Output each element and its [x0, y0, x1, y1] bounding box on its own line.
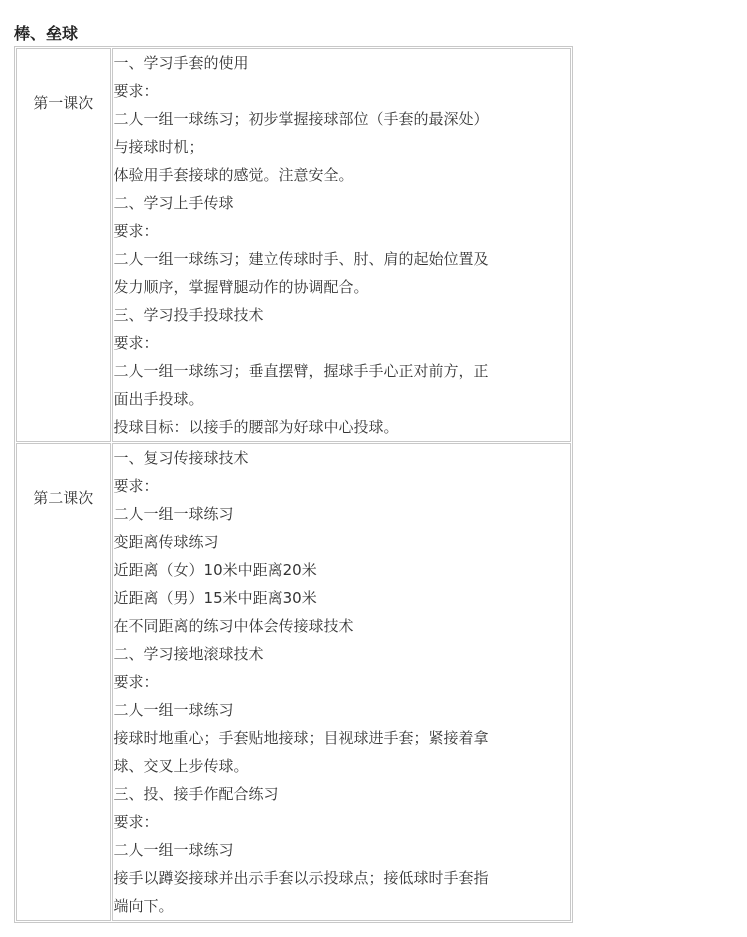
- lesson-2-line: 要求：: [113, 673, 159, 691]
- lesson-1-line: 二人一组一球练习；初步掌握接球部位（手套的最深处）: [113, 110, 489, 128]
- page-title: 棒、垒球: [14, 24, 79, 43]
- lesson-2-line: 近距离（女）10米中距离20米: [113, 561, 317, 579]
- lesson-2-line: 要求：: [113, 477, 159, 495]
- lesson-2-line: 接球时地重心；手套贴地接球；目视球进手套；紧接着拿: [113, 729, 489, 747]
- lesson-row-1: [16, 48, 571, 442]
- lesson-content-2: [112, 443, 571, 921]
- lesson-1-line: 要求：: [113, 222, 159, 240]
- lesson-2-line: 二人一组一球练习: [113, 505, 234, 523]
- lesson-2-line: 一、复习传接球技术: [113, 449, 249, 467]
- lesson-1-line: 二人一组一球练习；建立传球时手、肘、肩的起始位置及: [113, 250, 489, 268]
- lesson-2-line: 二人一组一球练习: [113, 701, 234, 719]
- lesson-1-line: 与接球时机；: [113, 138, 204, 156]
- lesson-2-line: 在不同距离的练习中体会传接球技术: [113, 617, 354, 635]
- lesson-content-1: [112, 48, 571, 442]
- lesson-2-line: 三、投、接手作配合练习: [113, 785, 279, 803]
- lesson-2-line: 二人一组一球练习: [113, 841, 234, 859]
- lesson-label-2: 第二课次: [16, 443, 111, 921]
- lesson-1-line: 投球目标：以接手的腰部为好球中心投球。: [113, 418, 399, 436]
- lesson-2-line: 变距离传球练习: [113, 533, 219, 551]
- lesson-1-line: 要求：: [113, 334, 159, 352]
- lesson-2-line: 近距离（男）15米中距离30米: [113, 589, 317, 607]
- lesson-1-line: 二、学习上手传球: [113, 194, 234, 212]
- lesson-table: [14, 46, 573, 923]
- lesson-2-line: 球、交叉上步传球。: [113, 757, 249, 775]
- lesson-2-line: 要求：: [113, 813, 159, 831]
- lesson-1-line: 三、学习投手投球技术: [113, 306, 264, 324]
- lesson-label-1: 第一课次: [16, 48, 111, 442]
- lesson-1-line: 要求：: [113, 82, 159, 100]
- lesson-1-line: 面出手投球。: [113, 390, 204, 408]
- lesson-1-line: 一、学习手套的使用: [113, 54, 249, 72]
- lesson-1-line: 发力顺序，掌握臂腿动作的协调配合。: [113, 278, 369, 296]
- lesson-row-2: [16, 443, 571, 921]
- lesson-2-line: 二、学习接地滚球技术: [113, 645, 264, 663]
- lesson-2-line: 端向下。: [113, 897, 174, 915]
- lesson-1-line: 体验用手套接球的感觉。注意安全。: [113, 166, 354, 184]
- lesson-1-line: 二人一组一球练习；垂直摆臂，握球手手心正对前方，正: [113, 362, 489, 380]
- lesson-2-line: 接手以蹲姿接球并出示手套以示投球点；接低球时手套指: [113, 869, 489, 887]
